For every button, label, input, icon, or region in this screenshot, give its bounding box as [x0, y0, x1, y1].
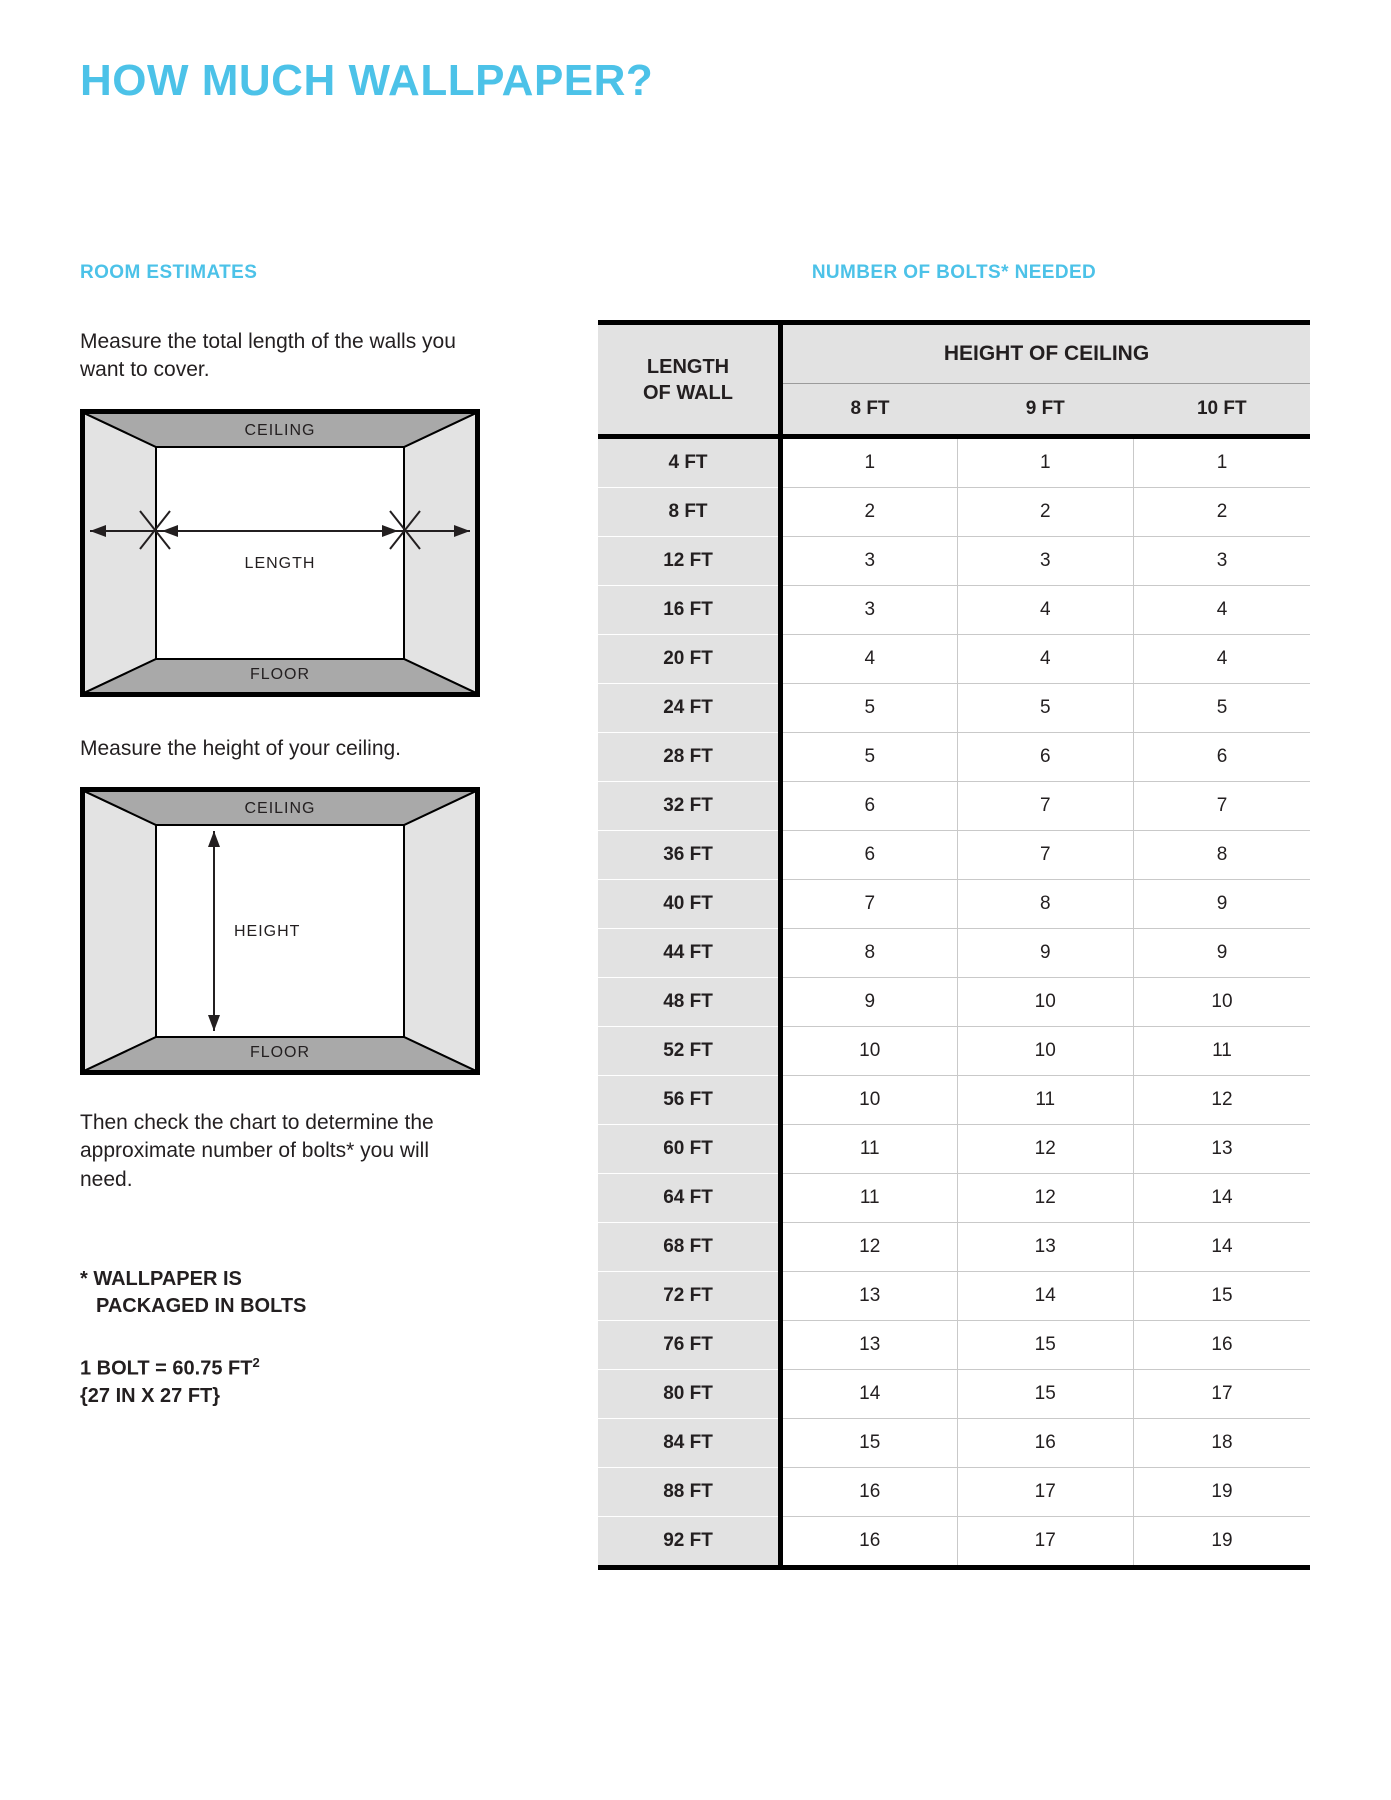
corner-header-line-2: OF WALL: [643, 381, 733, 404]
table-row: [598, 733, 1310, 782]
bolts-cell: 6: [781, 782, 958, 831]
bolts-cell: 13: [1134, 1125, 1311, 1174]
bolts-cell: 15: [957, 1321, 1134, 1370]
bolts-cell: 11: [781, 1125, 958, 1174]
bolts-cell: 10: [781, 1076, 958, 1125]
footnote-line-1: * WALLPAPER IS: [80, 1268, 242, 1291]
bolts-cell: 13: [781, 1321, 958, 1370]
bolts-cell: 8: [1134, 831, 1311, 880]
table-corner-header: [598, 323, 781, 437]
table-row: [598, 1517, 1310, 1568]
bolts-cell: 1: [957, 437, 1134, 488]
row-label-wall-length: 64 FT: [598, 1174, 781, 1223]
bolts-cell: 9: [781, 978, 958, 1027]
instruction-check-chart: Then check the chart to determine the approximate number of bolts* you will need.: [80, 1111, 434, 1191]
bolts-cell: 13: [957, 1223, 1134, 1272]
bolts-cell: 14: [957, 1272, 1134, 1321]
table-row: [598, 1272, 1310, 1321]
bolts-table: [598, 320, 1310, 1570]
bolts-table-heading: NUMBER OF BOLTS* NEEDED: [811, 262, 1097, 283]
table-row: [598, 1321, 1310, 1370]
bolts-cell: 11: [1134, 1027, 1311, 1076]
row-label-wall-length: 68 FT: [598, 1223, 781, 1272]
bolts-cell: 4: [957, 635, 1134, 684]
bolt-dimensions-line: {27 IN X 27 FT}: [80, 1384, 221, 1407]
bolts-cell: 19: [1134, 1517, 1311, 1568]
bolts-cell: 2: [1134, 488, 1311, 537]
column-header-9ft: 9 FT: [957, 384, 1134, 437]
bolts-cell: 4: [1134, 586, 1311, 635]
bolts-cell: 4: [781, 635, 958, 684]
row-label-wall-length: 16 FT: [598, 586, 781, 635]
table-row: [598, 1076, 1310, 1125]
bolts-cell: 5: [781, 684, 958, 733]
row-label-wall-length: 36 FT: [598, 831, 781, 880]
bolts-cell: 4: [1134, 635, 1311, 684]
instruction-measure-height: Measure the height of your ceiling.: [80, 736, 402, 760]
bolt-area-line: [80, 1354, 480, 1383]
table-row: [598, 1419, 1310, 1468]
room-estimates-heading: ROOM ESTIMATES: [80, 262, 258, 283]
bolts-cell: 10: [1134, 978, 1311, 1027]
bolts-cell: 7: [957, 831, 1134, 880]
bolts-cell: 14: [1134, 1174, 1311, 1223]
table-row: [598, 684, 1310, 733]
bolts-cell: 12: [957, 1174, 1134, 1223]
bolts-cell: 3: [957, 537, 1134, 586]
bolts-cell: 7: [1134, 782, 1311, 831]
room-estimates-column: [80, 262, 480, 1410]
row-label-wall-length: 80 FT: [598, 1370, 781, 1419]
bolts-cell: 17: [957, 1468, 1134, 1517]
bolts-cell: 13: [781, 1272, 958, 1321]
row-label-wall-length: 84 FT: [598, 1419, 781, 1468]
diagram-label-ceiling: CEILING: [244, 800, 316, 818]
table-row: [598, 1468, 1310, 1517]
bolts-cell: 6: [957, 733, 1134, 782]
diagram-label-height: HEIGHT: [234, 923, 301, 941]
row-label-wall-length: 40 FT: [598, 880, 781, 929]
row-label-wall-length: 88 FT: [598, 1468, 781, 1517]
bolts-cell: 9: [957, 929, 1134, 978]
bolts-cell: 16: [781, 1517, 958, 1568]
row-label-wall-length: 56 FT: [598, 1076, 781, 1125]
row-label-wall-length: 60 FT: [598, 1125, 781, 1174]
diagram-label-floor: FLOOR: [249, 1044, 311, 1062]
row-label-wall-length: 4 FT: [598, 437, 781, 488]
bolts-cell: 2: [781, 488, 958, 537]
table-row: [598, 1223, 1310, 1272]
bolts-cell: 15: [1134, 1272, 1311, 1321]
bolts-cell: 9: [1134, 880, 1311, 929]
bolts-cell: 3: [1134, 537, 1311, 586]
bolts-cell: 9: [1134, 929, 1311, 978]
bolts-cell: 17: [1134, 1370, 1311, 1419]
bolts-cell: 11: [781, 1174, 958, 1223]
table-row: [598, 782, 1310, 831]
bolts-cell: 2: [957, 488, 1134, 537]
bolts-table-header: [598, 323, 1310, 437]
bolts-cell: 15: [957, 1370, 1134, 1419]
corner-header-line-1: LENGTH: [646, 355, 730, 378]
table-row: [598, 586, 1310, 635]
column-header-10ft: 10 FT: [1134, 384, 1311, 437]
bolts-cell: 15: [781, 1419, 958, 1468]
bolt-area-text: 1 BOLT = 60.75 FT: [80, 1357, 253, 1380]
row-label-wall-length: 12 FT: [598, 537, 781, 586]
bolts-cell: 6: [781, 831, 958, 880]
bolts-cell: 6: [1134, 733, 1311, 782]
table-row: [598, 929, 1310, 978]
bolts-cell: 10: [781, 1027, 958, 1076]
table-row: [598, 537, 1310, 586]
bolts-cell: 17: [957, 1517, 1134, 1568]
bolts-cell: 7: [781, 880, 958, 929]
bolts-cell: 3: [781, 537, 958, 586]
footnote-line-2: PACKAGED IN BOLTS: [96, 1295, 307, 1318]
bolts-cell: 11: [957, 1076, 1134, 1125]
bolt-area-superscript: 2: [252, 1355, 260, 1371]
table-row: [598, 880, 1310, 929]
instruction-measure-length: Measure the total length of the walls you want to cover.: [80, 330, 456, 382]
page-title: HOW MUCH WALLPAPER?: [80, 56, 654, 105]
bolts-cell: 1: [1134, 437, 1311, 488]
room-diagram-length-graphic: [84, 413, 476, 693]
row-label-wall-length: 28 FT: [598, 733, 781, 782]
table-row: [598, 1370, 1310, 1419]
bolts-cell: 14: [1134, 1223, 1311, 1272]
bolts-cell: 16: [957, 1419, 1134, 1468]
bolts-cell: 19: [1134, 1468, 1311, 1517]
row-label-wall-length: 76 FT: [598, 1321, 781, 1370]
bolts-cell: 5: [1134, 684, 1311, 733]
table-row: [598, 1125, 1310, 1174]
bolts-cell: 12: [1134, 1076, 1311, 1125]
row-label-wall-length: 44 FT: [598, 929, 781, 978]
bolts-cell: 8: [781, 929, 958, 978]
bolts-cell: 12: [957, 1125, 1134, 1174]
bolts-cell: 1: [781, 437, 958, 488]
table-row: [598, 1174, 1310, 1223]
bolts-cell: 14: [781, 1370, 958, 1419]
bolts-table-body: [598, 437, 1310, 1568]
diagram-label-ceiling: CEILING: [244, 421, 316, 439]
bolts-cell: 12: [781, 1223, 958, 1272]
bolts-cell: 7: [957, 782, 1134, 831]
table-row: [598, 437, 1310, 488]
row-label-wall-length: 92 FT: [598, 1517, 781, 1568]
row-label-wall-length: 20 FT: [598, 635, 781, 684]
bolts-table-section: [598, 262, 1310, 1570]
diagram-label-length: LENGTH: [244, 554, 316, 572]
bolts-cell: 10: [957, 1027, 1134, 1076]
room-diagram-height: [80, 787, 480, 1075]
bolts-cell: 16: [1134, 1321, 1311, 1370]
row-label-wall-length: 52 FT: [598, 1027, 781, 1076]
table-row: [598, 635, 1310, 684]
row-label-wall-length: 32 FT: [598, 782, 781, 831]
bolts-cell: 5: [957, 684, 1134, 733]
row-label-wall-length: 24 FT: [598, 684, 781, 733]
table-row: [598, 1027, 1310, 1076]
bolts-cell: 3: [781, 586, 958, 635]
bolts-cell: 5: [781, 733, 958, 782]
bolts-cell: 16: [781, 1468, 958, 1517]
row-label-wall-length: 72 FT: [598, 1272, 781, 1321]
table-row: [598, 488, 1310, 537]
table-row: [598, 831, 1310, 880]
diagram-label-floor: FLOOR: [249, 665, 311, 683]
bolts-cell: 18: [1134, 1419, 1311, 1468]
bolts-cell: 4: [957, 586, 1134, 635]
row-label-wall-length: 8 FT: [598, 488, 781, 537]
room-diagram-length: [80, 409, 480, 697]
column-header-8ft: 8 FT: [781, 384, 958, 437]
bolts-cell: 8: [957, 880, 1134, 929]
bolts-cell: 10: [957, 978, 1134, 1027]
table-row: [598, 978, 1310, 1027]
ceiling-group-header: HEIGHT OF CEILING: [781, 323, 1311, 384]
row-label-wall-length: 48 FT: [598, 978, 781, 1027]
